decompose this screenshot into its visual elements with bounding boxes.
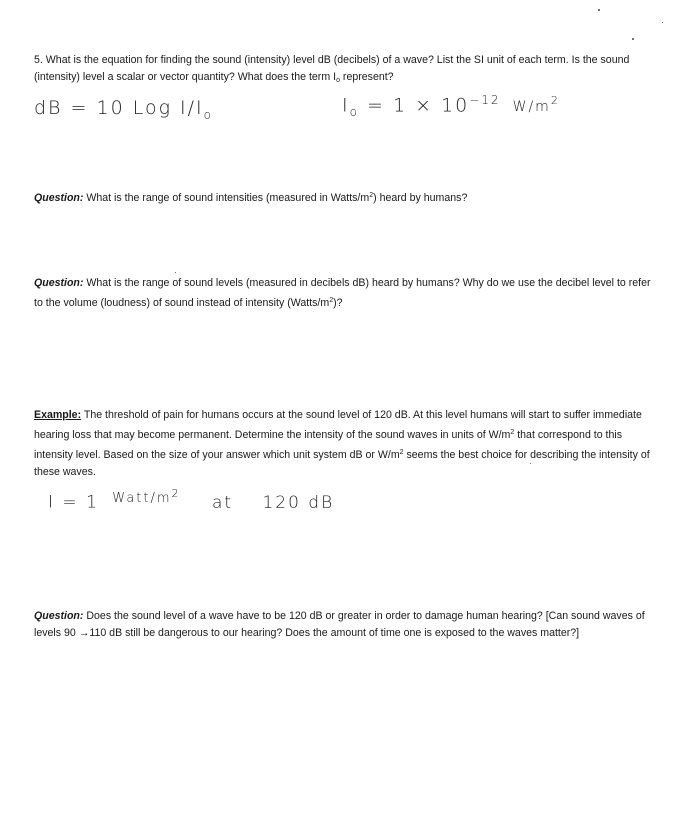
handwritten-equation — [34, 97, 213, 122]
question-text-end: ) heard by humans? — [373, 192, 468, 204]
answer-level: 120 dB — [262, 492, 335, 513]
question-number: 5. — [34, 54, 43, 66]
superscript: 2 — [369, 192, 374, 199]
i0-unit: W/m — [512, 99, 551, 116]
handwritten-i0-value — [342, 93, 560, 119]
superscript-2: 2 — [399, 449, 404, 456]
example-text-a: The threshold of pain for humans occurs at the sound level of 120 dB. At this level humans will start to suffer immediate hearing loss that may become permanent. Determine the intensity of the sound waves in units of W/m — [34, 409, 642, 441]
equation-sub: o — [203, 107, 213, 122]
scan-speck — [662, 22, 663, 23]
question-5-text-end: represent? — [339, 71, 394, 83]
question-text: Does the sound level of a wave have to be 120 dB or greater in order to damage human hearing? [Can sound waves of levels 90 →110 dB still be dangerous to our hearing? Does the amount of time one is exposed to the waves matter?] — [34, 610, 645, 639]
i0-exponent: −12 — [469, 93, 501, 107]
example-label: Example: — [34, 409, 82, 421]
answer-unit: Watt/m — [112, 490, 172, 506]
scan-speck — [632, 38, 634, 40]
question-text: What is the range of sound levels (measured in decibels dB) heard by humans? Why do we use the decibel level to refer to the volume (loudness) of sound instead of intensity (Watts/m — [34, 277, 651, 309]
question-text: What is the range of sound intensities (measured in Watts/m — [83, 192, 370, 204]
i0-symbol: I — [342, 94, 350, 117]
i0-sub: o — [349, 105, 359, 120]
example-text-b: that correspond to this intensity level. Based on the size of your answer which unit system dB or W/m — [34, 429, 623, 461]
question-5 — [34, 52, 654, 89]
question-label: Question: — [34, 277, 84, 289]
scan-speck — [598, 9, 600, 11]
question-level-range — [34, 275, 654, 312]
question-hearing-damage — [34, 608, 654, 642]
example-text-c: seems the best choice for describing the intensity of these waves. — [34, 449, 650, 478]
scan-speck — [175, 272, 176, 273]
superscript: 2 — [329, 297, 334, 304]
equation-text: dB = 10 Log I/I — [34, 97, 204, 119]
question-label: Question: — [34, 610, 84, 622]
question-text-end: )? — [333, 297, 343, 309]
subscript-o: o — [336, 77, 340, 84]
question-label: Question: — [34, 192, 84, 204]
i0-unit-exp: 2 — [550, 94, 560, 107]
answer-at: at — [211, 492, 234, 513]
answer-unit-exp: 2 — [171, 487, 181, 500]
answer-intensity: I = 1 — [48, 492, 99, 513]
handwritten-example-answer — [48, 487, 335, 513]
scan-speck — [530, 463, 531, 464]
example-block — [34, 407, 654, 481]
i0-value: = 1 × 10 — [367, 94, 470, 117]
superscript-1: 2 — [510, 429, 515, 436]
question-5-text: What is the equation for finding the sound (intensity) level dB (decibels) of a wave? List the SI unit of each term. Is the sound (intensity) level a scalar or vector quantity? What does the term I — [34, 54, 630, 83]
question-intensity-range — [34, 187, 654, 207]
